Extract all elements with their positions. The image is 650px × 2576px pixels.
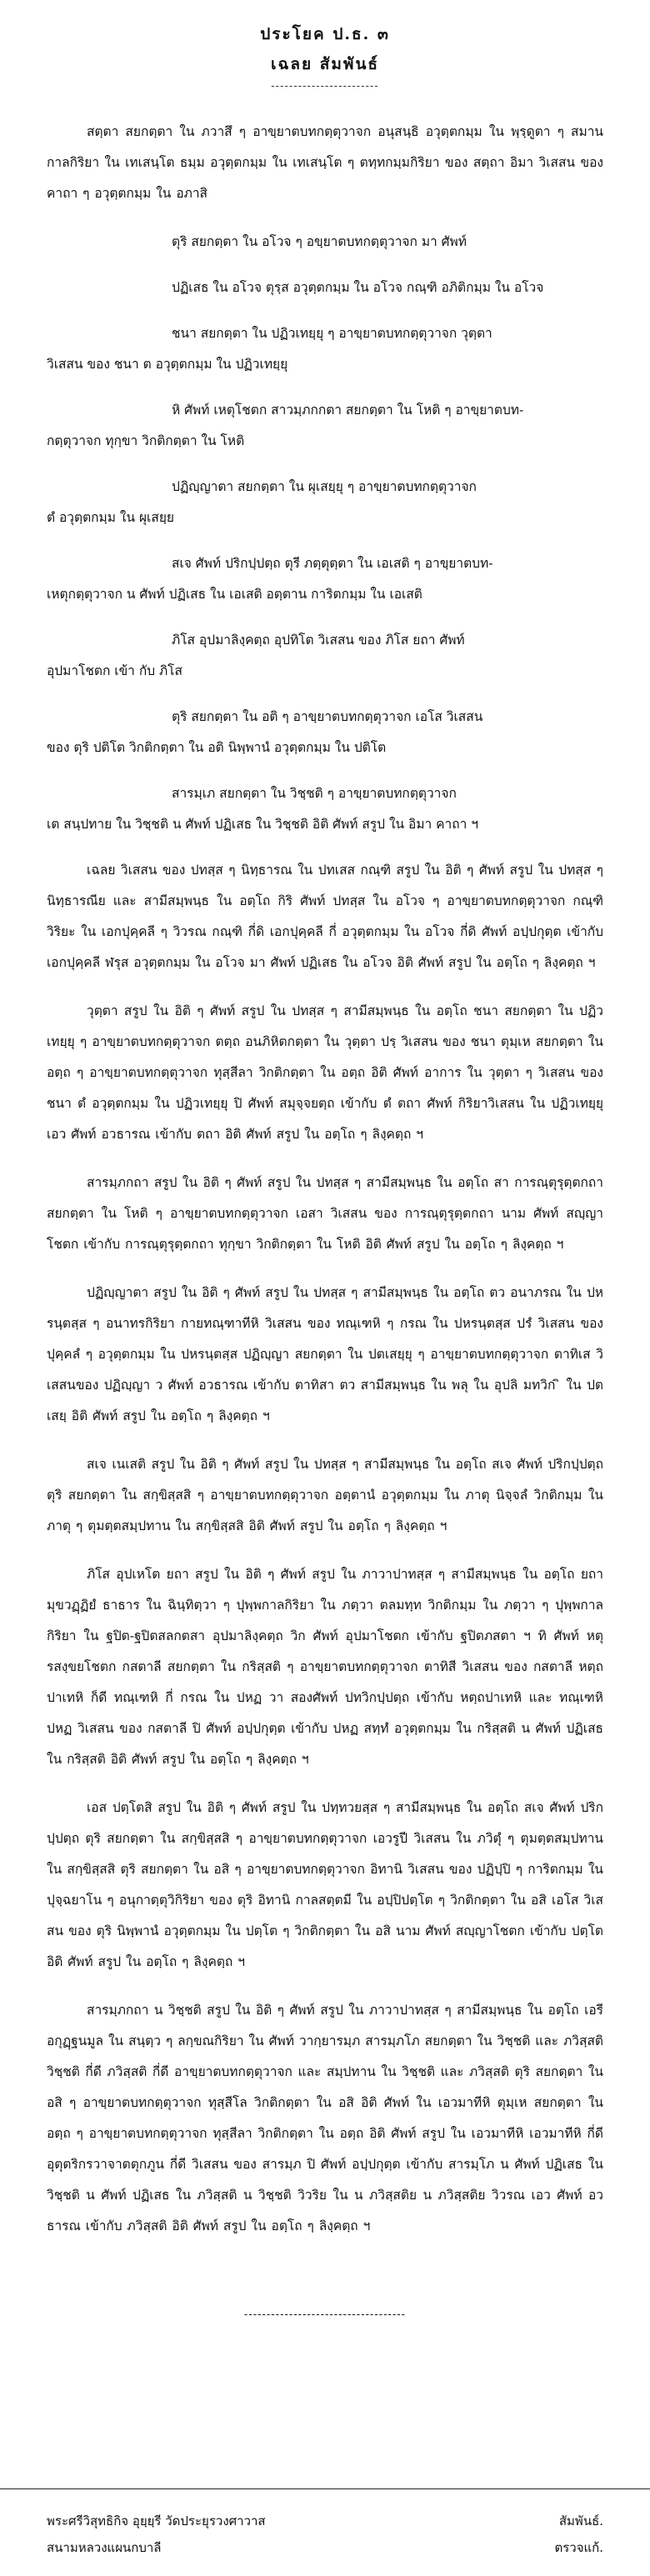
footer-examiner: พระศรีวิสุทธิกิจ อุยฺยฺรี วัดประยุรวงศาวาส	[47, 2513, 266, 2528]
footer-row-2	[47, 2534, 603, 2561]
body-paragraph: ภิโส อุปเหโต ยถา สรูป ใน อิติ ๆ ศัพท์ สรูป ใน ภาวาปาทสฺส ๆ สามีสมฺพนฺธ ใน อตฺโถ ยถา มุขวฏฺฏิยํ ธาธาร ใน ฉินฺทิตฺวา ๆ ปุพฺพกาลกิริยา ใน ภตฺวา ตลมทฺท วิกติกมฺม ใน ภตฺวา ๆ ปุพฺพกาลกิริยา ใน ฐปิต-ฐปิตสลกตสา อุปมาลิงฺคตฺถ วิก ศัพท์ อุปมาโชตก เข้ากับ ฐปิตภสตา ฯ ทิ ศัพท์ หตุรสงฺขยโชตก กสตาลี สยกตฺตา ใน กริสฺสติ ๆ อาขฺยาตบทกตฺตุวาจก ตาทิสี วิเสสน ของ กสตาลี หตฺถปาเทหิ ก็ดี ทณฺเฑหิ กี่ กรณ ใน ปหฏ วา สองศัพท์ ปทวิกปฺปตฺถ เข้ากับ หตฺถปาเทหิ และ ทณฺเฑหิ ปหฏ วิเสสน ของ กสตาลี ปิ ศัพท์ อปฺปกุตฺต เข้ากับ ปหฏ สทฺทํ อวุตฺตกมฺม ใน กริสฺสติ น ศัพท์ ปฏิเสธ ใน กริสฺสติ อิติ ศัพท์ สรูป ใน อตฺโถ ๆ ลิงฺคตฺถ ฯ	[47, 1567, 603, 1767]
body-hanging-paragraph	[47, 702, 603, 763]
body-paragraph: สารมฺภกถา สรูป ใน อิติ ๆ ศัพท์ สรูป ใน ปทสฺส ๆ สามีสมฺพนฺธ ใน อตฺโถ สา การณฺตุรุตฺตกถา สยกตฺตา ใน โหติ ๆ อาขฺยาตบทกตฺตุวาจก เอสา วิเสสน ของ การณฺตุรุตฺตกถา นาม ศัพท์ สญฺญาโชตก เข้ากับ การณฺตุรุตฺตกถา ทุกฺขา วิกติกตฺตา ใน โหติ อิติ ศัพท์ สรูป ใน อตฺโถ ๆ ลิงฺคตฺถ ฯ	[47, 1175, 603, 1252]
body-hanging-paragraph	[47, 395, 603, 457]
hanging-continuation: ของ ตุริ ปติโต วิกติกตฺตา ใน อติ นิพฺพานํ อวุตฺตกมฺม ใน ปติโต	[47, 740, 387, 755]
page-subtitle: เฉลย สัมพันธ์	[270, 55, 380, 73]
body-indented-line: ตุริ สยกตฺตา ใน อโวจ ๆ อขฺยาตบทกตฺตุวาจก มา ศัพท์	[172, 234, 467, 249]
footer-office: สนามหลวงแผนกบาลี	[47, 2540, 162, 2555]
hanging-first-line: ตุริ สยกตฺตา ใน อติ ๆ อาขฺยาตบทกตฺตุวาจก เอโส วิเสสน	[172, 709, 483, 724]
body-hanging-paragraph	[47, 318, 603, 380]
hanging-first-line: ภิโส อุปมาลิงฺคตฺถ อุปทิโต วิเสสน ของ ภิโส ยถา ศัพท์	[172, 633, 465, 648]
end-divider: ------------------------------------	[243, 2308, 407, 2321]
body-paragraph: เอส ปตฺโตสิ สรูป ใน อิติ ๆ ศัพท์ สรูป ใน ปทฺทวยสฺส ๆ สามีสมฺพนฺธ ใน อตฺโถ สเจ ศัพท์ ปริกปฺปตฺถ ตุริ สยกตฺตา ใน สกฺขิสฺสสิ ๆ อาขฺยาตบทกตฺตุวาจก เอวรูปี วิเสสน ใน ภวิตุํ ๆ ตุมตฺตสมฺปทาน ใน สกฺขิสฺสสิ ตุริ สยกตฺตา ใน อสิ ๆ อาขฺยาตบทกตฺตุวาจก อิทานิ วิเสสน ของ ปฏิปฺปิ ๆ การิตกมฺม ใน ปุจฺฉยาโน ๆ อนุกาตฺตุวิกิริยา ของ ตุริ อิทานิ กาลสตฺตมี ใน อปฺปิปตฺโต ๆ วิกติกตฺตา ใน อสิ เอโส วิเสสน ของ ตุริ นิพฺพานํ อวุตฺตกมฺม ใน ปตฺโต ๆ วิกติกตฺตา ใน อสิ นาม ศัพท์ สญฺญาโชตก เข้ากับ ปตฺโต อิติ ศัพท์ สรูป ใน อตฺโถ ๆ ลิงฺคตฺถ ฯ	[47, 1800, 603, 1969]
body-hanging-paragraph	[47, 273, 603, 303]
document-body	[47, 117, 603, 2242]
page-title: ประโยค ป.ธ. ๓	[260, 25, 390, 43]
document-footer	[0, 2488, 650, 2561]
body-paragraph: ปฏิญฺญาตา สรูป ใน อิติ ๆ ศัพท์ สรูป ใน ปทสฺส ๆ สามีสมฺพนฺธ ใน อตฺโถ ตว อนาภรณ ใน ปหรนฺตสฺส ๆ อนาทรกิริยา กายทณฺฑาทีหิ วิเสสน ของ ทณฺเฑหิ ๆ กรณ ใน ปหรนฺตสฺส ปรํ วิเสสน ของ ปุคฺคลํ ๆ อวุตฺตกมฺม ใน ปหรนฺตสฺส ปฏิญฺญา สยกตฺตา ใน ปตเสยฺยุ ๆ อาขฺยาตบทกตฺตุวาจก ตาทิเส วิเสสนของ ปฏิญฺญา ว ศัพท์ อวธารณ เข้ากับ ตาทิสา ตว สามีสมฺพนฺธ ใน พลุ ใน อุปลิ มทวิก ิ ใน ปตเสยฺ อิติ ศัพท์ สรูป ใน อตฺโถ ๆ ลิงฺคตฺถ ฯ	[47, 1285, 603, 1423]
hanging-continuation: ตํ อวุตฺตกมฺม ใน ผุเสยฺย	[47, 510, 174, 525]
body-hanging-paragraph	[47, 548, 603, 610]
footer-row-1	[47, 2508, 603, 2534]
hanging-continuation: เหตุกตฺตุวาจก น ศัพท์ ปฏิเสธ ใน เอเสติ อตฺตาน การิตกมฺม ใน เอเสติ	[47, 587, 422, 602]
footer-role-2: ตรวจแก้.	[554, 2540, 603, 2555]
hanging-continuation: วิเสสน ของ ชนา ต อวุตฺตกมฺม ใน ปฏิวเทยฺยุ	[47, 357, 288, 372]
body-paragraph: สตฺตา สยกตฺตา ใน ภวาสึ ๆ อาขฺยาตบทกตฺตุวาจก อนุสนฺธิ อวุตฺตกมฺม ใน พฺรฺดูตา ๆ สมานกาลกิริยา ใน เทเสนฺโต ธมฺม อวุตฺตกมฺม ใน เทเสนฺโต ๆ ตทฺทกมฺมกิริยา ของ สตฺถา อิมา วิเสสน ของ คาถา ๆ อวุตฺตกมฺม ใน อภาสิ	[47, 124, 603, 201]
title-divider: ------------------------	[271, 80, 379, 93]
hanging-first-line: ชนา สยกตฺตา ใน ปฏิวเทยฺยุ ๆ อาขฺยาตบทกตฺตุวาจก วุตฺตา	[172, 326, 492, 341]
body-paragraph: เฉลย วิเสสน ของ ปทสฺส ๆ นิทฺธารณ ใน ปทเสส กณฺฑิ สรูป ใน อิติ ๆ ศัพท์ สรูป ใน ปทสฺส ๆ นิทฺธารณีย และ สามีสมฺพนฺธ ใน อตฺโถ กิริ ศัพท์ ปทสฺส ใน อโวจ ๆ อาขฺยาตบทกตฺตุวาจก กณฺฑิ วิริยะ ใน เอกปุคฺคลี ๆ วิวรณ กณฺฑิ กี่ดิ เอกปุคฺคลี กี่ อวุตฺตกมฺม ใน อโวจ กี่ดิ ศัพท์ อปฺปกุตฺต เข้ากับ เอกปุคฺคลี ฬรุส อวุตฺตกมฺม ใน อโวจ มา ศัพท์ ปฏิเสธ ใน อโวจ อิติ ศัพท์ สรูป ใน อตฺโถ ๆ ลิงฺคตฺถ ฯ	[47, 863, 603, 970]
hanging-first-line: สารมฺเภ สยกตฺตา ใน วิชฺชติ ๆ อาขฺยาตบทกตฺตุวาจก	[172, 786, 457, 801]
hanging-first-line: สเจ ศัพท์ ปริกปฺปตฺถ ตุรี ภตฺตุตฺตา ใน เอเสติ ๆ อาขฺยาตบท-	[172, 556, 493, 571]
body-paragraph: สเจ เนเสติ สรูป ใน อิติ ๆ ศัพท์ สรูป ใน ปทสฺส ๆ สามีสมฺพนฺธ ใน อตฺโถ สเจ ศัพท์ ปริกปฺปตฺถ ตุริ สยกตฺตา ใน สกฺขิสฺสสิ ๆ อาขฺยาตบทกตฺตุวาจก อตฺตานํ อวุตฺตกมฺม ใน ภาตุ นิจฺจลํ วิกติกมฺม ใน ภาตุ ๆ ตุมตฺตสมฺปทาน ใน สกฺขิสฺสสิ อิติ ศัพท์ สรูป ใน อตฺโถ ๆ ลิงฺคตฺถ ฯ	[47, 1457, 603, 1533]
body-hanging-paragraph	[47, 625, 603, 687]
hanging-first-line: หิ ศัพท์ เหตุโชตก สาวมฺภกกตา สยกตฺตา ใน โหติ ๆ อาขฺยาตบท-	[172, 403, 524, 418]
hanging-continuation: เต สนฺปทาย ใน วิชฺชติ น ศัพท์ ปฏิเสธ ใน วิชฺชติ อิติ ศัพท์ สรูป ใน อิมา คาถา ฯ	[47, 817, 478, 832]
body-paragraph: สารมฺภกถา น วิชฺชติ สรูป ใน อิติ ๆ ศัพท์ สรูป ใน ภาวาปาทสฺส ๆ สามีสมฺพนฺธ ใน อตฺโถ เอรี อกุฏฺฐนมูล ใน สนฺตฺว ๆ ลกฺขณกิริยา ใน ศัพท์ วากฺยารมฺภ สารมฺภโภ สยกตฺตา ใน วิชฺชติ และ ภวิสฺสติ วิชฺชติ กี่ดี ภวิสฺสติ กี่ดี อาขฺยาตบทกตฺตุวาจก และ สมฺปทาน ใน วิชฺชติ และ ภวิสฺสติ ตุริ สยกตฺตา ใน อสิ ๆ อาขฺยาตบทกตฺตุวาจก ทุสฺสีโล วิกติกตฺตา ใน อสิ อิติ ศัพท์ ใน เอวมาทีหิ ตุมฺเห สยกตฺตา ใน อตฺถ ๆ อาขฺยาตบทกตฺตุวาจก ทุสฺสีลา วิกติกตฺตา ใน อตฺถ อิติ ศัพท์ สรูป ใน เอวมาทีหิ เอวมาทีหิ กี่ดี อุตุตริกรวาจาตตุกภูน กี่ดี วิเสสน ของ สารมฺภ ปิ ศัพท์ อปฺปกุตฺต เข้ากับ สารมฺโภ น ศัพท์ ปฏิเสธ ใน วิชฺชติ น ศัพท์ ปฏิเสธ ใน ภวิสฺสติ น วิชฺชติ วิวริย ใน น ภวิสฺสติย น ภวิสฺสติย วิวรณ เอว ศัพท์ อวธารณ เข้ากับ ภวิสฺสติ อิติ ศัพท์ สรูป ใน อตฺโถ ๆ ลิงฺคตฺถ ฯ	[47, 2003, 603, 2233]
footer-role-1: สัมพันธ์.	[558, 2513, 603, 2528]
hanging-continuation: กตฺตุวาจก ทุกฺขา วิกติกตฺตา ใน โหติ	[47, 433, 245, 448]
body-hanging-paragraph	[47, 472, 603, 533]
body-hanging-paragraph	[47, 778, 603, 840]
hanging-first-line: ปฏิเสธ ใน อโวจ ตุรฺส อวุตฺตกมฺม ใน อโวจ กณฺฑิ อภิติกมฺม ใน อโวจ	[172, 280, 544, 295]
hanging-continuation: อุปมาโชตก เข้า กับ ภิโส	[47, 663, 182, 678]
body-paragraph: วุตฺตา สรูป ใน อิติ ๆ ศัพท์ สรูป ใน ปทสฺส ๆ สามีสมฺพนฺธ ใน อตฺโถ ชนา สยกตฺตา ใน ปฏิวเทยฺยุ ๆ อาขฺยาตบทกตฺตุวาจก ตตฺถ อนภิหิตกตฺตา ใน วุตฺตา ปรฺ วิเสสน ของ ชนา ตุมฺเห สยกตฺตา ใน อตฺถ ๆ อาขฺยาตบทกตฺตุวาจก ทุสฺสีลา วิกติกตฺตา ใน อตฺถ อิติ ศัพท์ อาการ ใน วุตฺตา ๆ วิเสสน ของ ชนา ตํ อวุตฺตกมฺม ใน ปฏิวเทยฺยุ ปิ ศัพท์ สมุจฺจยตฺถ เข้ากับ ตํ ตถา ศัพท์ กิริยาวิเสสน ใน ปฏิวเทยฺยุ เอว ศัพท์ อวธารณ เข้ากับ ตถา อิติ ศัพท์ สรูป ใน อตฺโถ ๆ ลิงฺคตฺถ ฯ	[47, 1003, 603, 1142]
hanging-first-line: ปฏิญฺญาตา สยกตฺตา ใน ผุเสยฺยุ ๆ อาขฺยาตบทกตฺตุวาจก	[172, 479, 477, 494]
